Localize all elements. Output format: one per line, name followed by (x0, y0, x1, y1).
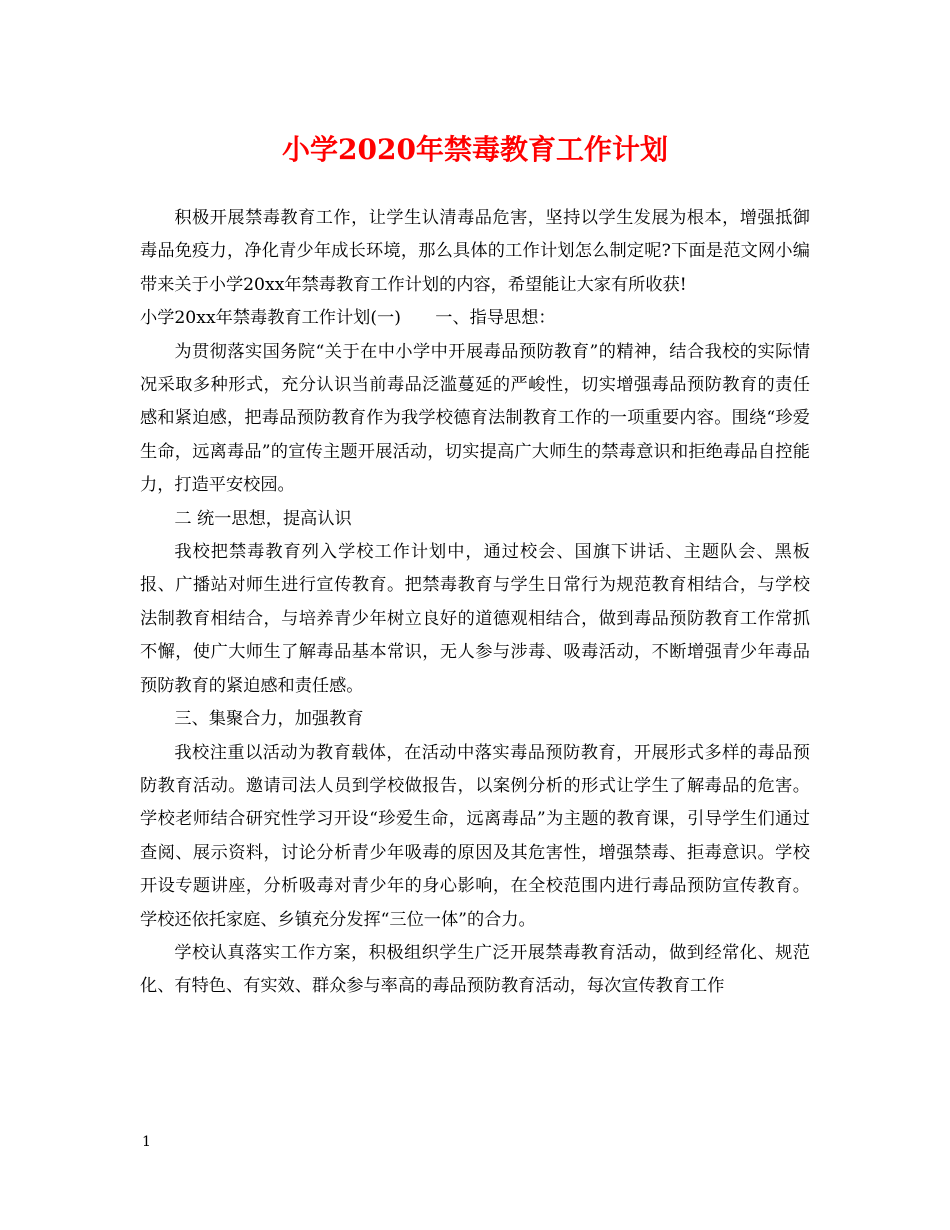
document-title: 小学2020年禁毒教育工作计划 (282, 133, 668, 166)
body-paragraph: 我校注重以活动为教育载体，在活动中落实毒品预防教育，开展形式多样的毒品预防教育活动。邀请司法人员到学校做报告，以案例分析的形式让学生了解毒品的危害。学校老师结合研究性学习开设“珍爱生命，远离毒品”为主题的教育课，引导学生们通过查阅、展示资料，讨论分析青少年吸毒的原因及其危害性，增强禁毒、拒毒意识。学校开设专题讲座，分析吸毒对青少年的身心影响，在全校范围内进行毒品预防宣传教育。学校还依托家庭、乡镇充分发挥“三位一体”的合力。 (140, 742, 810, 930)
section-heading-two: 二 统一思想，提高认识 (174, 508, 352, 529)
page-number: 1 (142, 1134, 151, 1150)
section-heading-three: 三、集聚合力，加强教育 (174, 709, 364, 730)
body-paragraph: 我校把禁毒教育列入学校工作计划中，通过校会、国旗下讲话、主题队会、黑板报、广播站对师生进行宣传教育。把禁毒教育与学生日常行为规范教育相结合，与学校法制教育相结合，与培养青少年树立良好的道德观相结合，做到毒品预防教育工作常抓不懈，使广大师生了解毒品基本常识，无人参与涉毒、吸毒活动，不断增强青少年毒品预防教育的紧迫感和责任感。 (140, 542, 810, 696)
document-body (140, 202, 810, 1004)
body-paragraph: 为贯彻落实国务院“关于在中小学中开展毒品预防教育”的精神，结合我校的实际情况采取多种形式，充分认识当前毒品泛滥蔓延的严峻性，切实增强毒品预防教育的责任感和紧迫感，把毒品预防教育作为我学校德育法制教育工作的一项重要内容。围绕“珍爱生命，远离毒品”的宣传主题开展活动，切实提高广大师生的禁毒意识和拒绝毒品自控能力，打造平安校园。 (140, 341, 810, 496)
section-heading-plan-one: 小学20xx年禁毒教育工作计划(一) 一、指导思想： (140, 308, 556, 329)
body-paragraph: 学校认真落实工作方案，积极组织学生广泛开展禁毒教育活动，做到经常化、规范化、有特色、有实效、群众参与率高的毒品预防教育活动，每次宣传教育工作 (140, 942, 810, 997)
intro-paragraph: 积极开展禁毒教育工作，让学生认清毒品危害，坚持以学生发展为根本，增强抵御毒品免疫力，净化青少年成长环境，那么具体的工作计划怎么制定呢?下面是范文网小编带来关于小学20xx年禁毒教育工作计划的内容，希望能让大家有所收获! (140, 208, 810, 295)
